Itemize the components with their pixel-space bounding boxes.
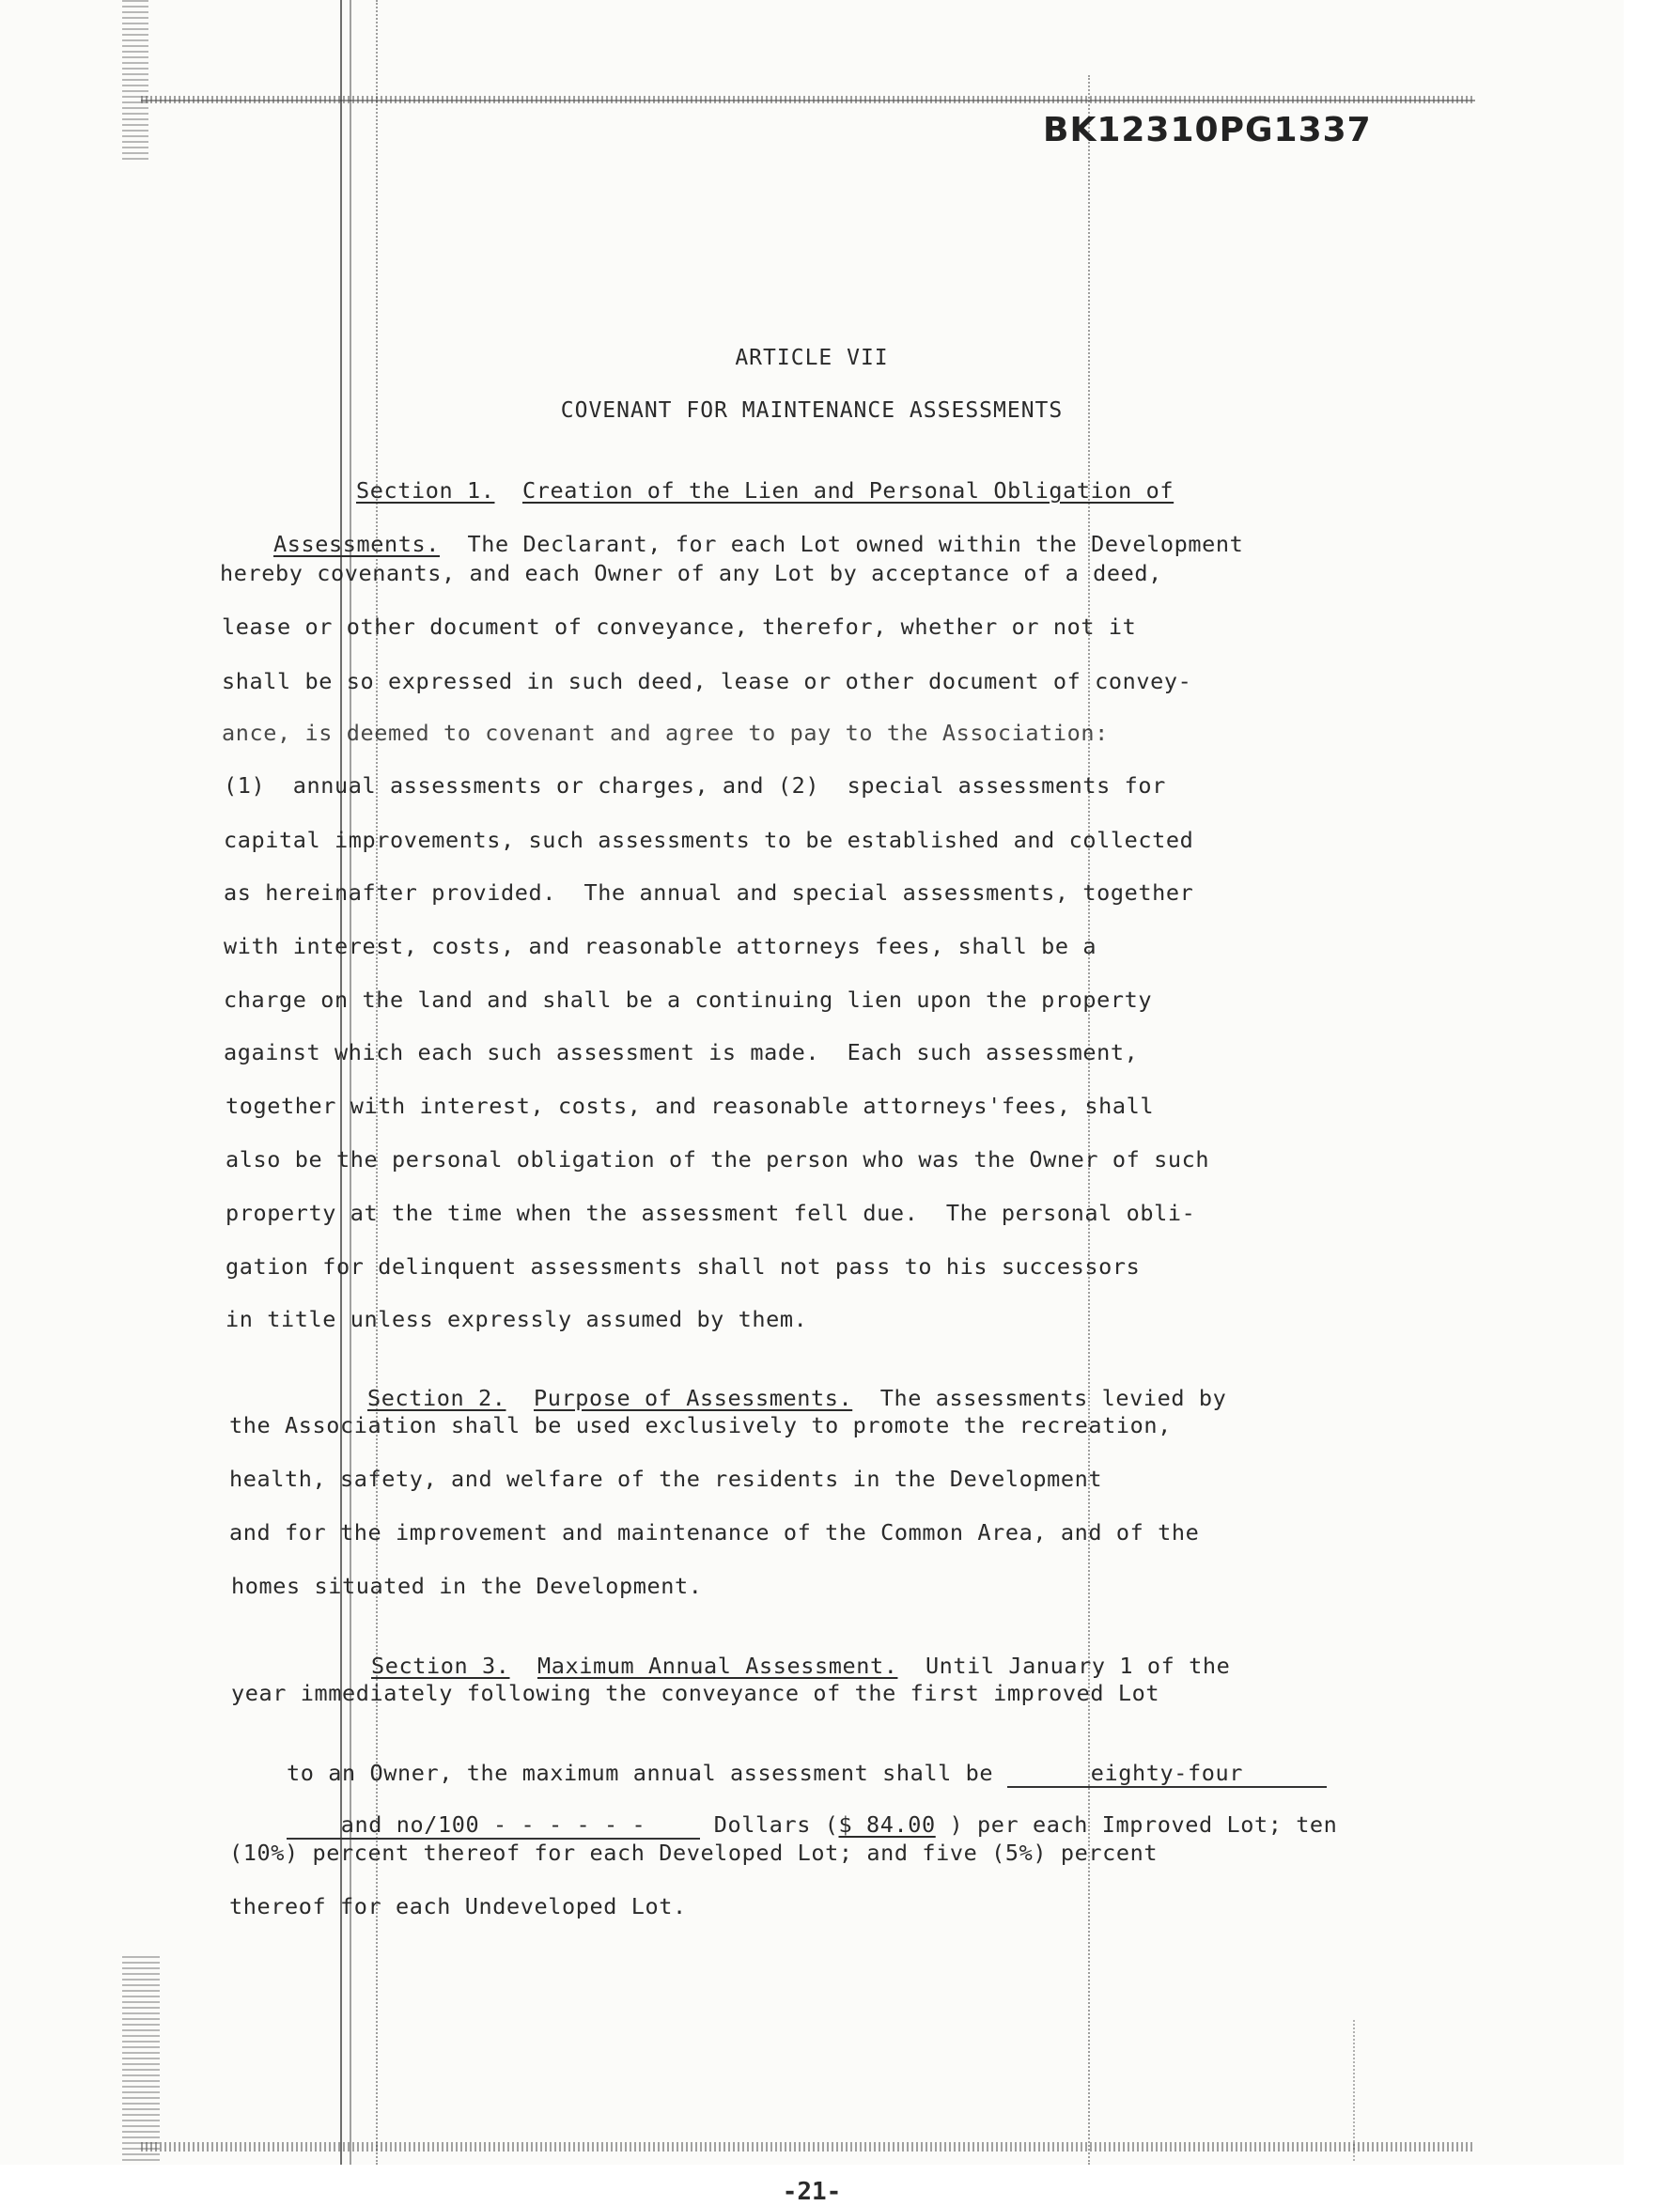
page-number: -21- xyxy=(782,2178,842,2206)
section1-label: Section 1. xyxy=(356,477,495,504)
section2-line: the Association shall be used exclusively to promote the recreation, xyxy=(229,1412,1172,1438)
section3-title: Maximum Annual Assessment. xyxy=(537,1653,898,1679)
scan-artifact-vertical-5 xyxy=(1353,2020,1357,2161)
section3-label: Section 3. xyxy=(371,1653,510,1679)
article-number: ARTICLE VII xyxy=(735,346,889,370)
section1-line: in title unless expressly assumed by them. xyxy=(226,1306,808,1332)
scan-artifact-left-edge-bottom xyxy=(122,1954,160,2161)
section1-text: The Declarant, for each Lot owned within the Development xyxy=(467,531,1244,557)
section3-line4-text: ) per each Improved Lot; ten xyxy=(949,1811,1338,1838)
section1-line: also be the personal obligation of the person who was the Owner of such xyxy=(226,1146,1210,1173)
section1-line: as hereinafter provided. The annual and special assessments, together xyxy=(224,879,1194,906)
section3-line: year immediately following the conveyance of the first improved Lot xyxy=(231,1680,1160,1706)
section1-line: together with interest, costs, and reasonable attorneys'fees, shall xyxy=(226,1093,1155,1119)
section2-title: Purpose of Assessments. xyxy=(533,1385,853,1411)
section1-line: against which each such assessment is made. Each such assessment, xyxy=(224,1039,1139,1065)
section2-text: The assessments levied by xyxy=(879,1385,1227,1411)
section1-line: hereby covenants, and each Owner of any Lot by acceptance of a deed, xyxy=(220,560,1162,586)
section1-title-cont: Assessments. xyxy=(273,531,440,557)
section3-line3-text: to an Owner, the maximum annual assessment shall be xyxy=(287,1760,994,1786)
amount-figure: $ 84.00 xyxy=(838,1811,936,1838)
section1-line: gation for delinquent assessments shall not pass to his successors xyxy=(226,1253,1141,1280)
amount-words-blank: eighty-four xyxy=(1007,1760,1327,1788)
section1-line: ance, is deemed to covenant and agree to pay to the Association: xyxy=(222,720,1109,746)
section1-line: capital improvements, such assessments to be established and collected xyxy=(224,827,1194,853)
section3-dollars-label: Dollars ( xyxy=(713,1811,839,1838)
section1-line: property at the time when the assessment fell due. The personal obli- xyxy=(226,1200,1196,1226)
section1-line: lease or other document of conveyance, therefor, whether or not it xyxy=(222,614,1137,640)
section1-title: Creation of the Lien and Personal Obligation of xyxy=(521,477,1174,504)
section1-line: with interest, costs, and reasonable attorneys fees, shall be a xyxy=(224,933,1097,959)
section2-line: homes situated in the Development. xyxy=(231,1573,703,1599)
section3-text: Until January 1 of the xyxy=(925,1653,1231,1679)
section1-line: (1) annual assessments or charges, and (2) special assessments for xyxy=(224,772,1166,799)
section2-line: health, safety, and welfare of the residents in the Development xyxy=(229,1466,1103,1492)
section1-line: charge on the land and shall be a continuing lien upon the property xyxy=(224,986,1153,1013)
article-title: COVENANT FOR MAINTENANCE ASSESSMENTS xyxy=(560,398,1064,423)
book-page-stamp: BK12310PG1337 xyxy=(1043,111,1372,149)
section3-line: (10%) percent thereof for each Developed Lot; and five (5%) percent xyxy=(229,1840,1159,1866)
section2-line: and for the improvement and maintenance of the Common Area, and of the xyxy=(229,1519,1200,1546)
scan-artifact-left-edge xyxy=(122,0,148,160)
section1-line: shall be so expressed in such deed, lease or other document of convey- xyxy=(222,668,1192,694)
amount-words-continuation: and no/100 - - - - - - xyxy=(287,1811,700,1840)
section3-line: thereof for each Undeveloped Lot. xyxy=(229,1893,687,1919)
section2-label: Section 2. xyxy=(367,1385,506,1411)
